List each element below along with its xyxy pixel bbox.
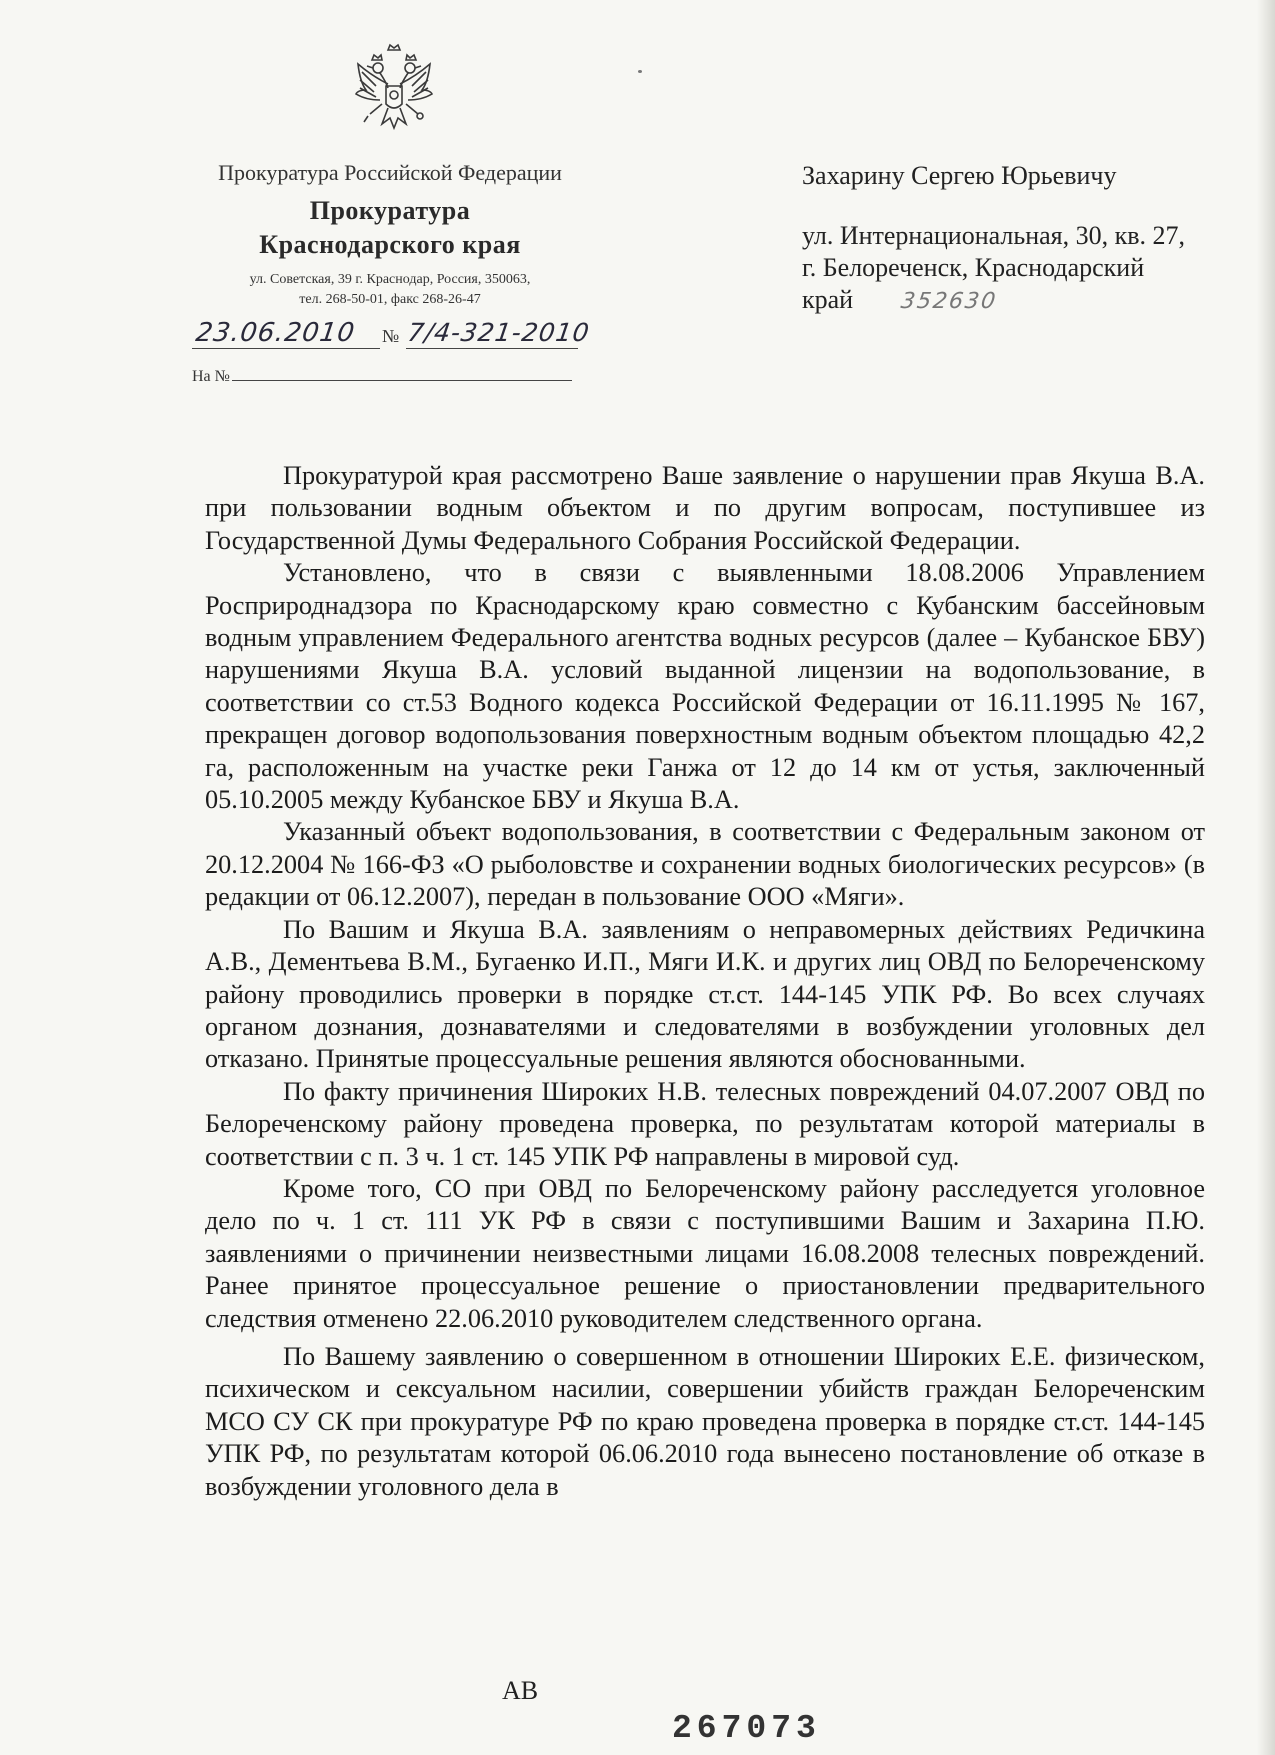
registration-line: [192, 318, 612, 354]
reference-blank: [232, 380, 572, 381]
body-paragraph: Кроме того, СО при ОВД по Белореченскому району расследуется уголовное дело по ч. 1 ст. 111 УК РФ в связи с поступившими Вашим и Захарина П.Ю. заявлениями о причинении неизвестными лицами 16.08.2008 телесных повреждений. Ранее принятое процессуальное решение о приостановлении предварительного следствия отменено 22.06.2010 руководителем следственного органа.: [205, 1173, 1205, 1333]
recipient-address-line3-row: [802, 284, 1232, 318]
sender-address-line2: тел. 268-50-01, факс 268-26-47: [299, 292, 481, 307]
body-paragraph: Указанный объект водопользования, в соответствии с Федеральным законом от 20.12.2004 № 166-ФЗ «О рыболовстве и сохранении водных биологических ресурсов» (в редакции от 06.12.2007), передан в пользование ООО «Мяги».: [205, 817, 1205, 912]
scan-page-edge: [1257, 0, 1275, 1755]
number-underline: [406, 348, 578, 349]
body-paragraph: Прокуратурой края рассмотрено Ваше заявление о нарушении прав Якуша В.А. при пользовании водным объектом и по другим вопросам, поступившее из Государственной Думы Федерального Собрания Российской Федерации.: [205, 461, 1205, 555]
sender-org-name-line2: Краснодарского края: [259, 230, 521, 259]
body-paragraph: По Вашим и Якуша В.А. заявлениям о неправомерных действиях Редичкина А.В., Дементьева В.М., Бугаенко И.П., Мяги И.К. и других лиц ОВД по Белореченскому району проводились проверки в порядке ст.ст. 144-145 УПК РФ. Во всех случаях органом дознания, дознавателями и следователями в возбуждении уголовных дел отказано. Принятые процессуальные решения являются обоснованными.: [205, 914, 1205, 1074]
letter-body: [205, 460, 1205, 1503]
recipient-address-line1: ул. Интернациональная, 30, кв. 27,: [802, 221, 1186, 250]
body-paragraph: По факту причинения Широких Н.В. телесных повреждений 04.07.2007 ОВД по Белореченскому району проведена проверка, по результатам которой материалы в соответствии с п. 3 ч. 1 ст. 145 УПК РФ направлены в мировой суд.: [205, 1076, 1205, 1171]
sender-block: [180, 158, 600, 310]
date-underline: [192, 348, 380, 349]
scan-speck: [638, 70, 642, 73]
recipient-address-line3: край: [802, 285, 854, 314]
handwritten-postcode: 352630: [899, 289, 999, 314]
footer-mark: АВ: [502, 1676, 539, 1705]
handwritten-date: 23.06.2010: [193, 318, 357, 348]
recipient-address-line2: г. Белореченск, Краснодарский: [802, 253, 1145, 282]
handwritten-reg-number: 7/4-321-2010: [405, 318, 592, 347]
reference-label: На №: [192, 368, 230, 385]
recipient-name: Захарину Сергею Юрьевичу: [802, 161, 1117, 190]
body-paragraph: Установлено, что в связи с выявленными 18.08.2006 Управлением Росприроднадзора по Краснодарскому краю совместно с Кубанским бассейновым водным управлением Федерального агентства водных ресурсов (далее – Кубанское БВУ) нарушениями Якуша В.А. условий выданной лицензии на водопользование, в соответствии со ст.53 Водного кодекса Российской Федерации от 16.11.1995 № 167, прекращен договор водопользования поверхностным водным объектом площадью 42,2 га, расположенным на участке реки Ганжа от 12 до 14 км от устья, заключенный 05.10.2005 между Кубанское БВУ и Якуша В.А.: [205, 558, 1205, 815]
sender-org-top: Прокуратура Российской Федерации: [218, 160, 562, 185]
sender-address-line1: ул. Советская, 39 г. Краснодар, Россия, 350063,: [249, 272, 531, 287]
number-sign: №: [382, 326, 400, 346]
reference-line: [192, 368, 572, 386]
russian-double-headed-eagle-emblem-icon: [352, 42, 436, 142]
recipient-block: [802, 160, 1232, 318]
sender-org-name-line1: Прокуратура: [309, 196, 471, 225]
body-paragraph: По Вашему заявлению о совершенном в отношении Широких Е.Е. физическом, психическом и сексуальном насилии, совершении убийств граждан Белореченским МСО СУ СК при прокуратуре РФ по краю проведена проверка в порядке ст.ст. 144-145 УПК РФ, по результатам которой 06.06.2010 года вынесено постановление об отказе в возбуждении уголовного дела в: [205, 1341, 1205, 1501]
form-serial-number: 267073: [672, 1710, 821, 1747]
